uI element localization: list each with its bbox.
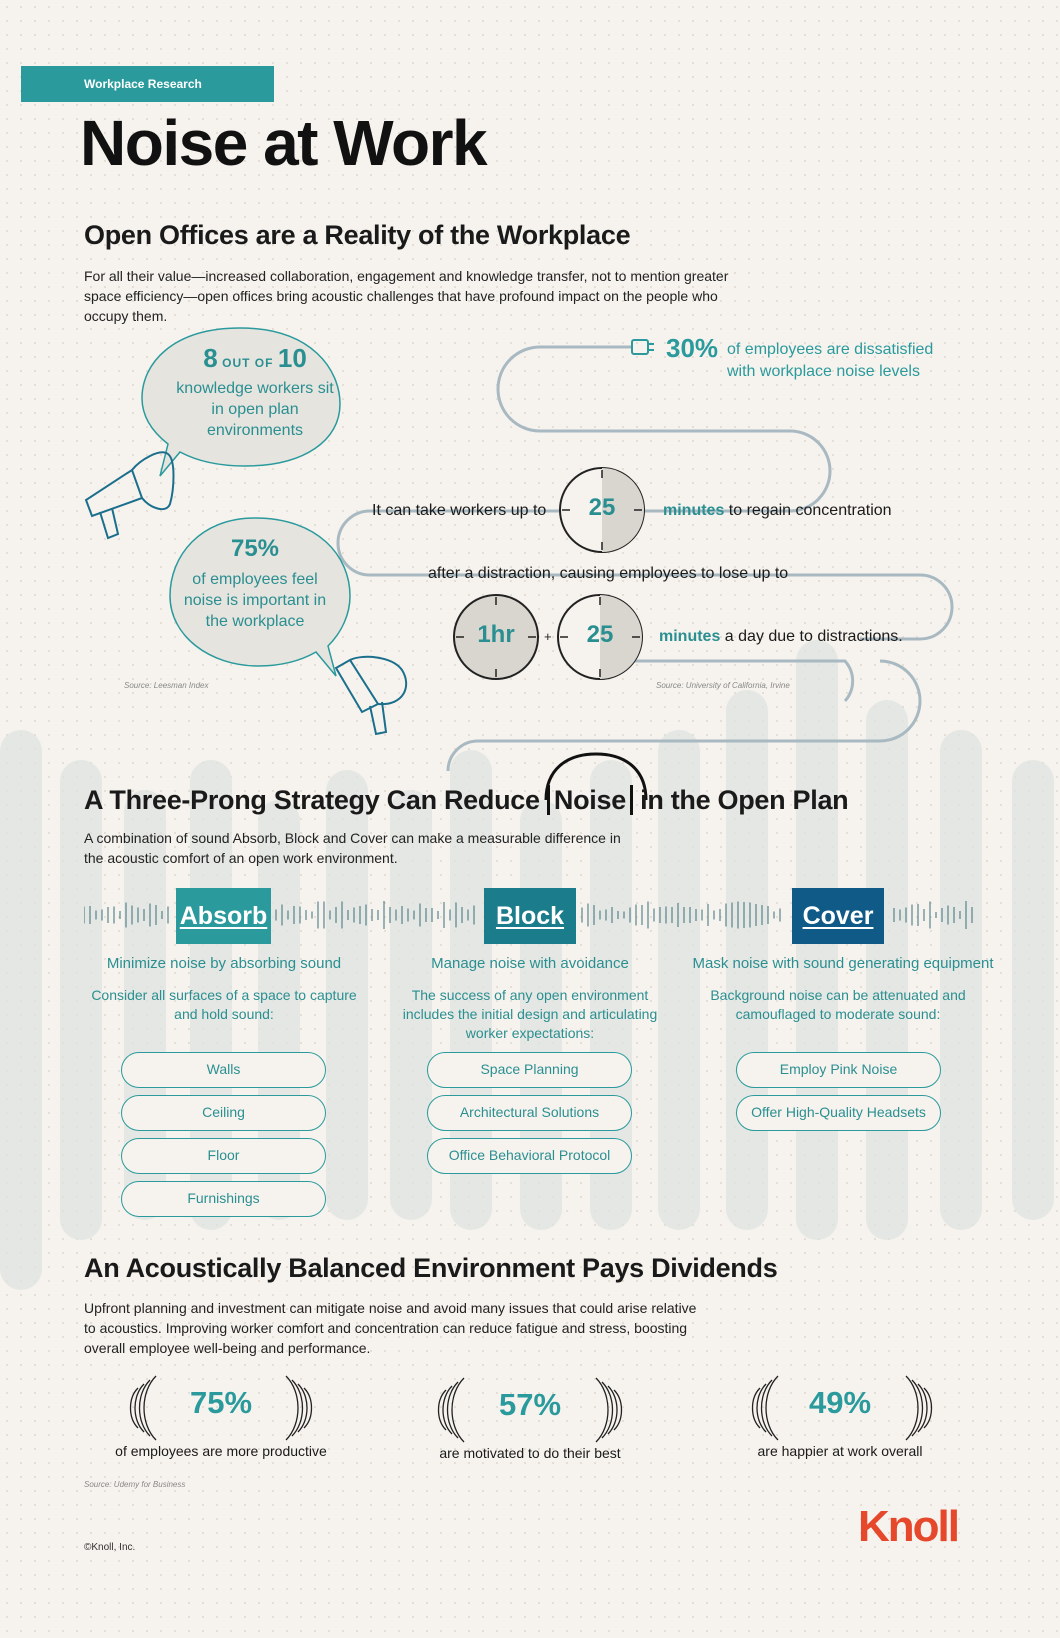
pill-walls: Walls xyxy=(121,1052,326,1088)
plus-sign: + xyxy=(544,629,552,644)
absorb-desc: Consider all surfaces of a space to capture and hold sound: xyxy=(91,987,357,1022)
strategy-title-pre: A Three-Prong Strategy Can Reduce xyxy=(84,785,540,815)
prong-absorb: Absorb xyxy=(176,888,271,944)
pill-ceiling: Ceiling xyxy=(121,1095,326,1131)
section-intro-open-offices: For all their value—increased collaboration, engagement and knowledge transfer, not to mention greater space efficiency—open offices bring acoustic challenges that have profound impact on the people who occupy them. xyxy=(84,268,729,324)
pill-office-behavioral-protocol: Office Behavioral Protocol xyxy=(427,1138,632,1174)
stat-daily-post: a day due to distractions. xyxy=(724,628,903,645)
section-intro-strategy: A combination of sound Absorb, Block and Cover can make a measurable difference in the acoustic comfort of an open work environment. xyxy=(84,830,621,866)
bubble2-text: of employees feel noise is important in the workplace xyxy=(183,571,327,630)
prong-block: Block xyxy=(484,888,576,944)
stat-25-pre: It can take workers up to xyxy=(372,502,547,519)
stat-motivated-label: are motivated to do their best xyxy=(439,1445,621,1461)
clock-1hr-label: 1hr xyxy=(477,621,515,648)
stat-happier-value: 49% xyxy=(808,1385,872,1420)
plug-icon xyxy=(632,340,648,354)
knoll-logo: Knoll xyxy=(858,1502,958,1551)
stat-motivated-value: 57% xyxy=(498,1387,562,1422)
source-uci: Source: University of California, Irvine xyxy=(656,681,790,690)
pill-space-planning: Space Planning xyxy=(427,1052,632,1088)
stat-daily-unit: minutes xyxy=(659,628,721,645)
section-intro-dividends: Upfront planning and investment can mitigate noise and avoid many issues that could arise relative to acoustics. Improving worker comfort and concentration can reduce fatigue and stress, boosting overall employee well-being and performance. xyxy=(84,1300,697,1356)
page-title: Noise at Work xyxy=(80,107,487,179)
cover-desc: Background noise can be attenuated and camouflaged to moderate sound: xyxy=(710,987,966,1022)
bubble1-text: knowledge workers sit in open plan environments xyxy=(176,380,334,439)
megaphone-icon xyxy=(86,452,174,538)
bubble2-num: 75% xyxy=(230,535,280,562)
stat-25-unit: minutes xyxy=(663,502,725,519)
category-tag: Workplace Research xyxy=(21,66,274,102)
cover-heading: Mask noise with sound generating equipment xyxy=(692,955,994,972)
stat-productive-value: 75% xyxy=(189,1385,253,1420)
pill-furnishings: Furnishings xyxy=(121,1181,326,1217)
pill-pink-noise: Employ Pink Noise xyxy=(736,1052,941,1088)
bubble-stat-1 xyxy=(170,343,340,441)
prong-cover: Cover xyxy=(792,888,884,944)
pill-floor: Floor xyxy=(121,1138,326,1174)
source-udemy: Source: Udemy for Business xyxy=(84,1480,186,1489)
megaphone-icon xyxy=(336,657,406,734)
strategy-title-noise: Noise xyxy=(547,785,633,815)
pill-architectural-solutions: Architectural Solutions xyxy=(427,1095,632,1131)
connector-line xyxy=(0,0,1060,800)
source-leesman: Source: Leesman Index xyxy=(124,681,209,690)
stat-25-post: to regain concentration xyxy=(728,502,892,519)
block-heading: Manage noise with avoidance xyxy=(431,955,629,972)
block-desc: The success of any open environment includes the initial design and articulating worker expectations: xyxy=(402,987,658,1041)
section-title-strategy xyxy=(84,785,848,816)
pill-headsets: Offer High-Quality Headsets xyxy=(736,1095,941,1131)
stat-happier-label: are happier at work overall xyxy=(757,1443,923,1459)
copyright: ©Knoll, Inc. xyxy=(84,1542,136,1553)
stat-productive-label: of employees are more productive xyxy=(115,1443,327,1459)
clock-25b-label: 25 xyxy=(586,621,614,648)
section-title-dividends: An Acoustically Balanced Environment Pays Dividends xyxy=(84,1253,778,1283)
bubble-stat-2 xyxy=(175,535,335,632)
strategy-title-post: in the Open Plan xyxy=(640,785,849,815)
bubble1-out-of: OUT OF xyxy=(222,356,274,370)
stat-distraction: after a distraction, causing employees to lose up to xyxy=(428,565,789,582)
absorb-heading: Minimize noise by absorbing sound xyxy=(106,955,342,972)
stat-30-text: of employees are dissatisfied with workplace noise levels xyxy=(727,341,934,380)
clock-25a-label: 25 xyxy=(588,494,616,521)
section-title-open-offices: Open Offices are a Reality of the Workplace xyxy=(84,220,631,250)
bubble1-num-b: 10 xyxy=(277,343,307,373)
bubble1-num-a: 8 xyxy=(203,343,218,373)
stat-30-num: 30% xyxy=(666,333,719,363)
